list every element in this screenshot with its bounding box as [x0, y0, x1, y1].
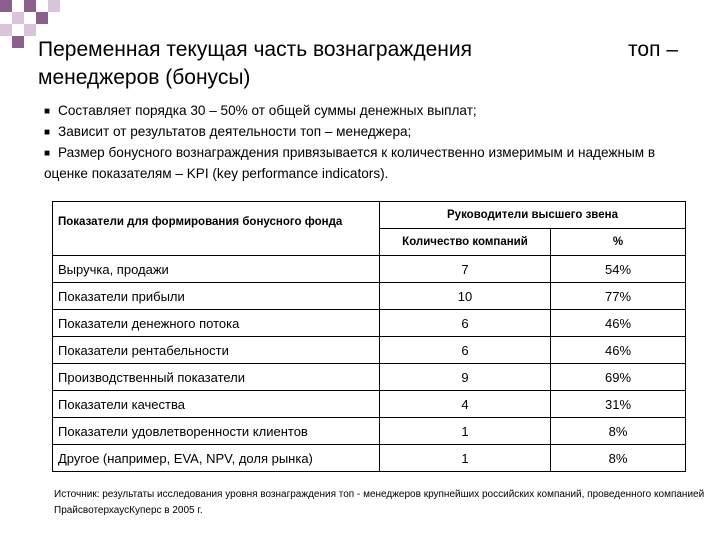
row-count: 10 [380, 283, 551, 310]
table-row [53, 391, 686, 418]
header-percent: % [551, 229, 686, 256]
bullet-list [44, 101, 694, 184]
row-percent: 8% [551, 418, 686, 445]
header-count: Количество компаний [380, 229, 551, 256]
row-count: 6 [380, 337, 551, 364]
square-bullet-icon: ■ [44, 127, 51, 138]
row-percent: 69% [551, 364, 686, 391]
title-line-1: Переменная текущая часть вознаграждения [38, 38, 472, 61]
header-category: Показатели для формирования бонусного фонда [53, 202, 380, 256]
table-row [53, 364, 686, 391]
title-line-1-end: топ – [628, 38, 678, 61]
row-count: 1 [380, 445, 551, 472]
row-percent: 31% [551, 391, 686, 418]
square-bullet-icon: ■ [44, 148, 51, 159]
bullet-item: ■ Зависит от результатов деятельности топ – менеджера; [44, 122, 694, 143]
table-row [53, 310, 686, 337]
row-label: Показатели качества [53, 391, 380, 418]
table-row [53, 337, 686, 364]
row-percent: 77% [551, 283, 686, 310]
table-header-row [53, 202, 686, 229]
row-percent: 8% [551, 445, 686, 472]
row-label: Показатели прибыли [53, 283, 380, 310]
row-count: 7 [380, 256, 551, 283]
table-row [53, 256, 686, 283]
row-percent: 46% [551, 310, 686, 337]
square-bullet-icon: ■ [44, 106, 51, 117]
row-label: Другое (например, EVA, NPV, доля рынка) [53, 445, 380, 472]
row-label: Показатели денежного потока [53, 310, 380, 337]
bullet-item: ■ Размер бонусного вознаграждения привязывается к количественно измеримым и надежным в оценке показателям – KPI (key performance indicators). [44, 145, 656, 181]
title-line-2: менеджеров (бонусы) [38, 66, 251, 89]
row-count: 1 [380, 418, 551, 445]
table-row [53, 418, 686, 445]
row-label: Производственный показатели [53, 364, 380, 391]
row-label: Показатели рентабельности [53, 337, 380, 364]
source-note: Источник: результаты исследования уровня вознаграждения топ - менеджеров крупнейших российских компаний, проведенного компанией ПрайсвотерхаусКуперс в 2005 г. [54, 489, 705, 516]
bonus-kpi-table [52, 201, 686, 472]
row-percent: 46% [551, 337, 686, 364]
slide-title [38, 36, 678, 92]
row-count: 4 [380, 391, 551, 418]
table-row [53, 283, 686, 310]
row-label: Выручка, продажи [53, 256, 380, 283]
table-row [53, 445, 686, 472]
header-group: Руководители высшего звена [380, 202, 686, 229]
row-label: Показатели удовлетворенности клиентов [53, 418, 380, 445]
row-count: 9 [380, 364, 551, 391]
bullet-item: ■ Составляет порядка 30 – 50% от общей суммы денежных выплат; [44, 101, 694, 122]
row-percent: 54% [551, 256, 686, 283]
row-count: 6 [380, 310, 551, 337]
